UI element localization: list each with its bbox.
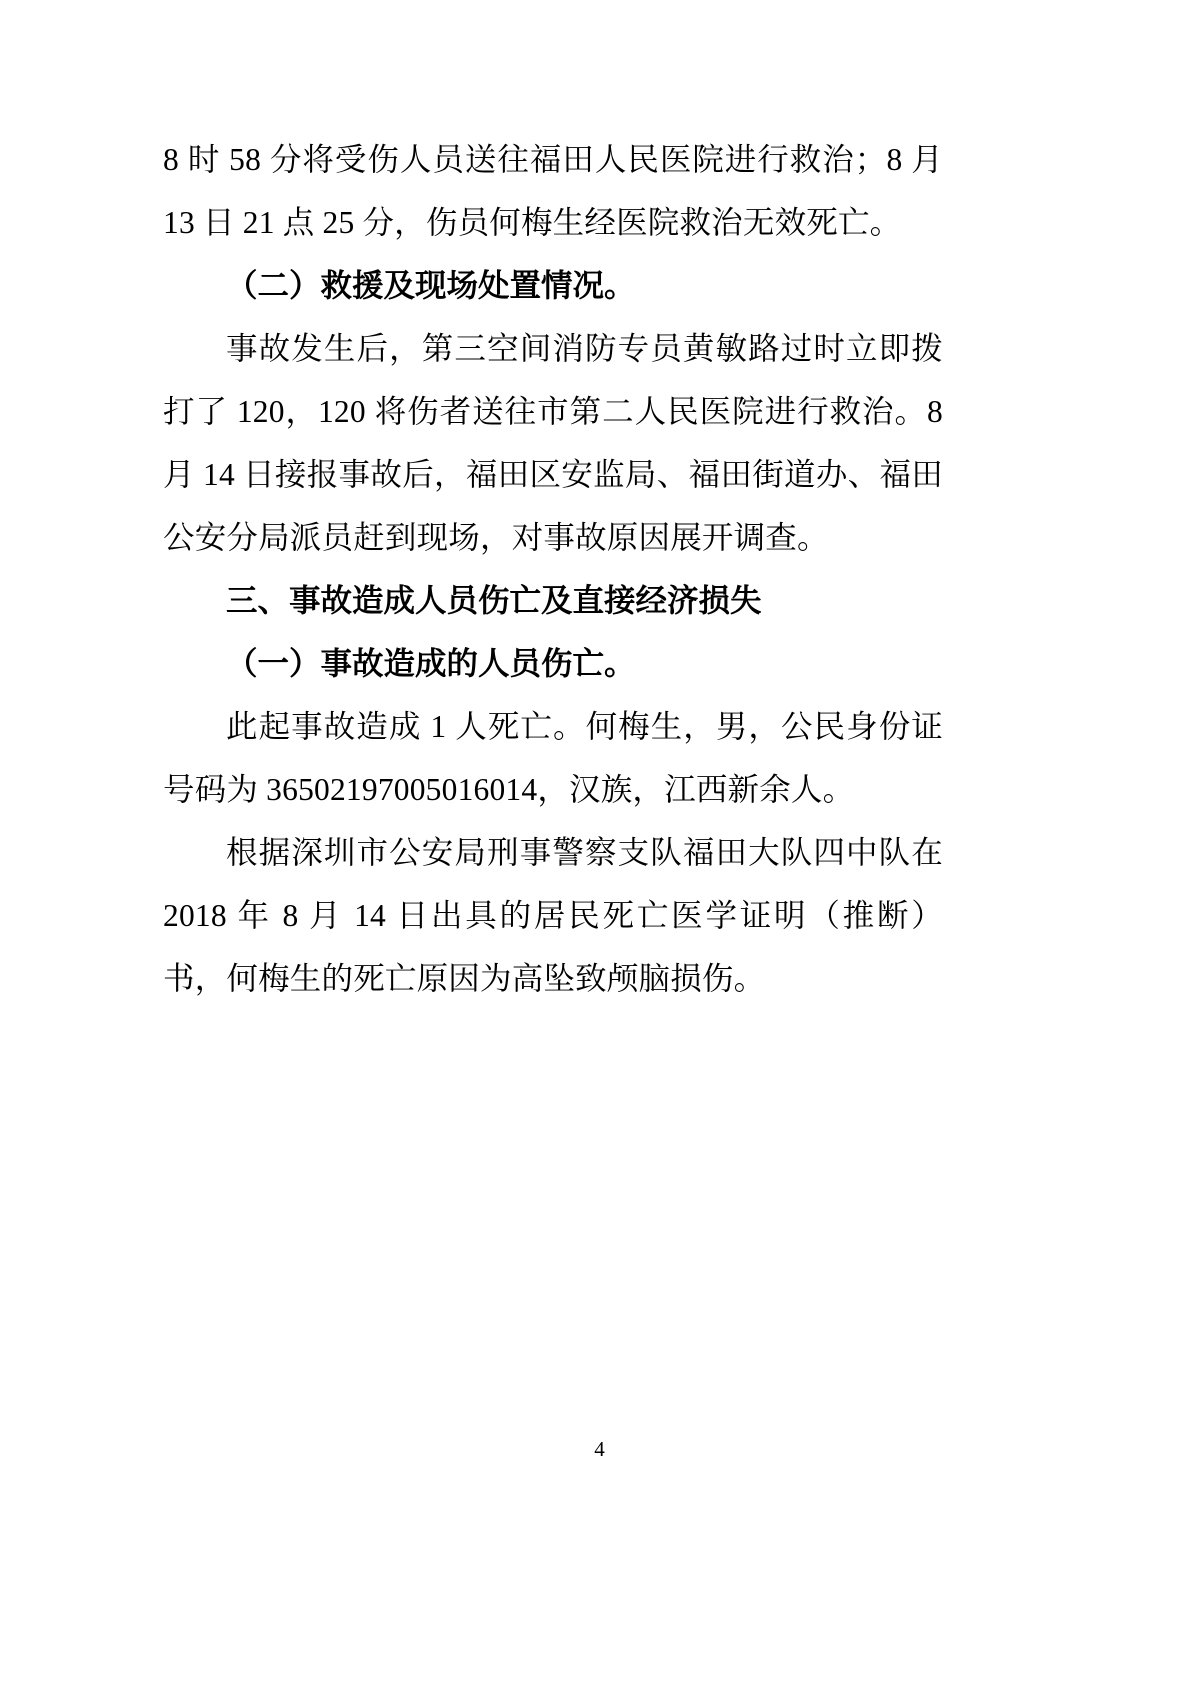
paragraph-rescue-details: 事故发生后，第三空间消防专员黄敏路过时立即拨打了 120，120 将伤者送往市第二人民医院进行救治。8 月 14 日接报事故后，福田区安监局、福田街道办、福田公安分局派员赶到现场，对事故原因展开调查。 — [163, 331, 952, 555]
paragraph-death-certificate: 根据深圳市公安局刑事警察支队福田大队四中队在 2018 年 8 月 14 日出具的居民死亡医学证明（推断）书，何梅生的死亡原因为高坠致颅脑损伤。 — [163, 835, 952, 996]
paragraph-victim-identity: 此起事故造成 1 人死亡。何梅生，男，公民身份证号码为 36502197005016014，汉族，江西新余人。 — [163, 709, 943, 807]
page-body — [163, 128, 952, 1010]
heading-casualties-and-losses: 三、事故造成人员伤亡及直接经济损失 — [226, 583, 762, 618]
heading-casualties: （一）事故造成的人员伤亡。 — [226, 646, 636, 681]
paragraph-incident-transport: 8 时 58 分将受伤人员送往福田人民医院进行救治；8 月 13 日 21 点 25 分，伤员何梅生经医院救治无效死亡。 — [163, 142, 952, 240]
heading-rescue-and-scene-handling: （二）救援及现场处置情况。 — [226, 268, 636, 303]
page-number: 4 — [594, 1437, 605, 1461]
